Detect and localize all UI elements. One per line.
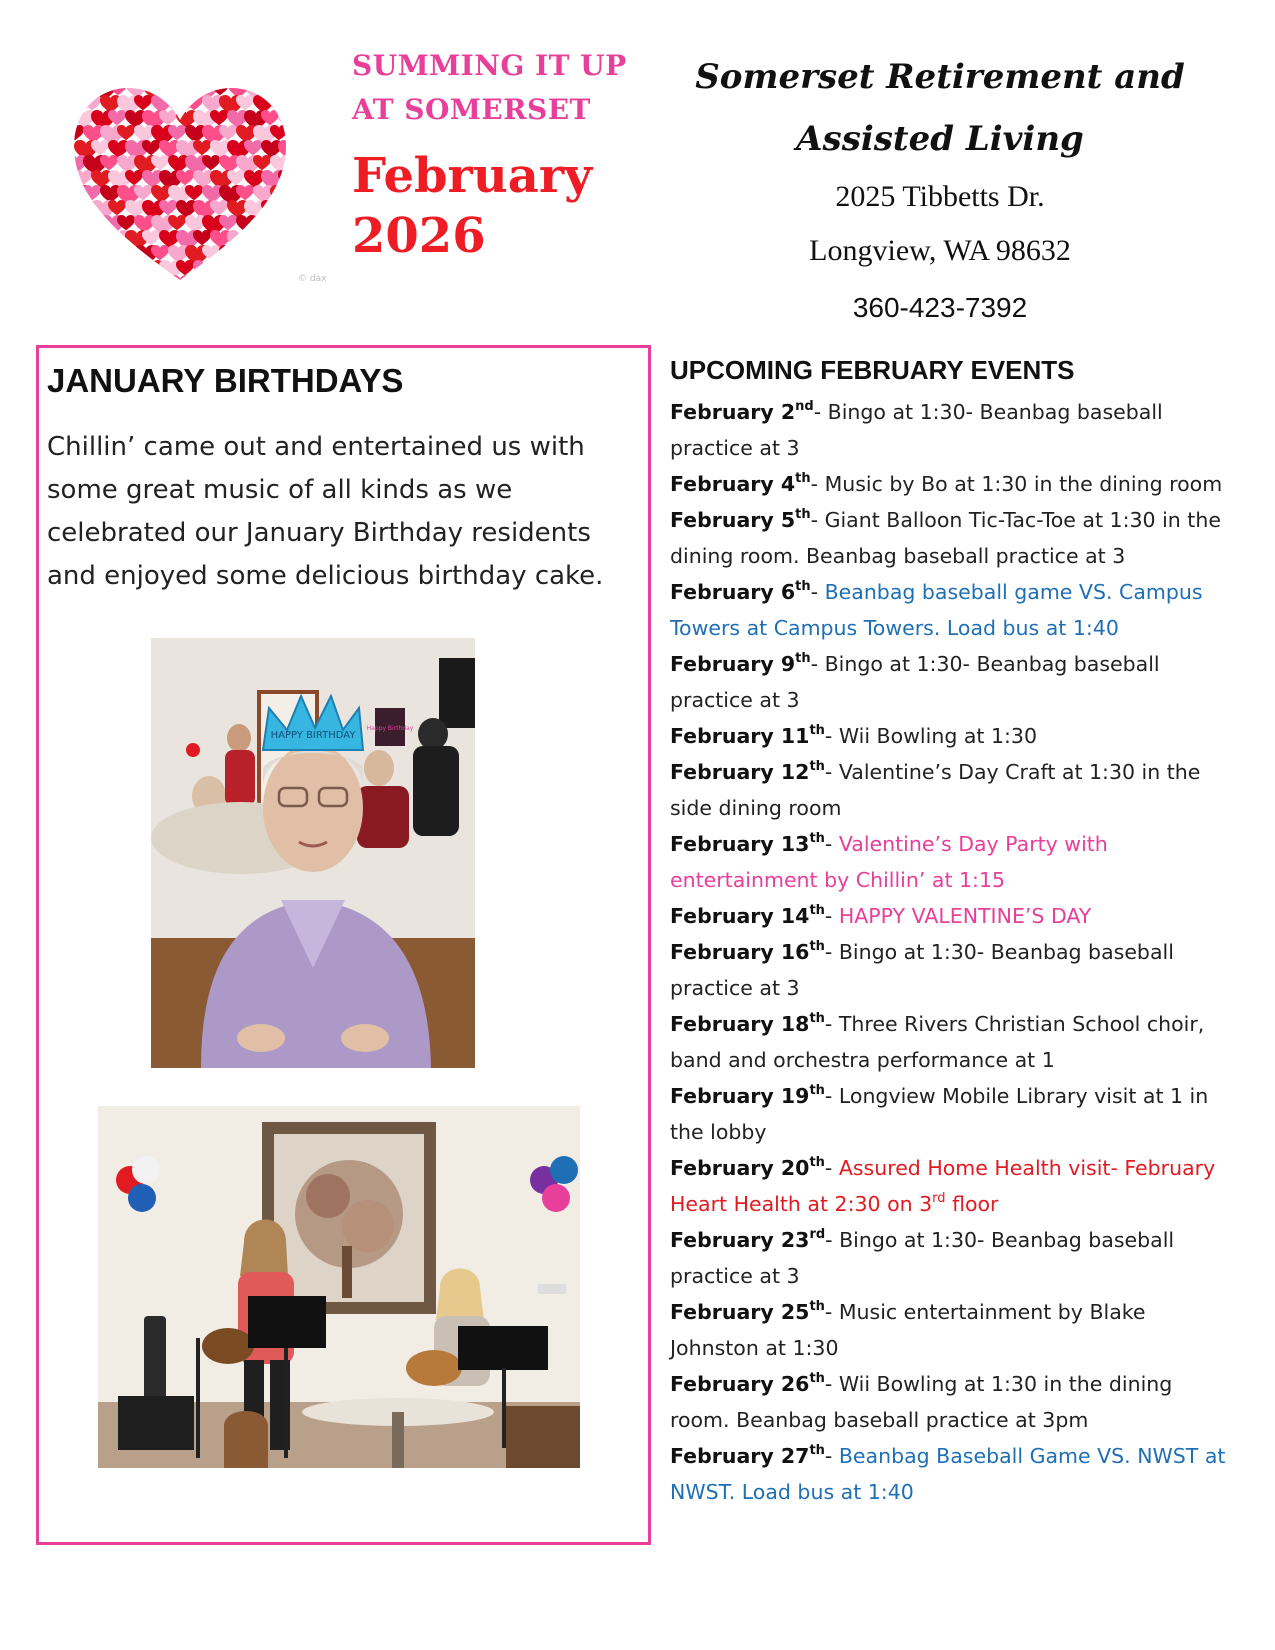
- event-date-day: February 19: [670, 1084, 810, 1108]
- mini-heart-icon: [278, 170, 290, 185]
- event-date: [670, 1228, 825, 1252]
- event-text-tail: floor: [945, 1192, 999, 1216]
- mini-heart-icon: [253, 275, 274, 284]
- event-text: - Wii Bowling at 1:30: [824, 724, 1037, 748]
- mini-heart-icon: [117, 245, 138, 263]
- event-item: [670, 394, 1230, 466]
- event-item: [670, 1366, 1230, 1438]
- event-date-suffix: th: [809, 723, 825, 738]
- event-item: [670, 1294, 1230, 1366]
- mini-heart-icon: [108, 260, 132, 280]
- mini-heart-icon: [262, 84, 280, 95]
- event-date-day: February 9: [670, 652, 796, 676]
- mini-heart-icon: [100, 245, 118, 260]
- mini-heart-icon: [125, 260, 143, 275]
- event-date: [670, 760, 825, 784]
- event-date-suffix: th: [809, 939, 825, 954]
- event-text: - Wii Bowling at 1:30 in the dining room. Beanbag baseball practice at 3pm: [670, 1372, 1173, 1432]
- heart-collage-icon: [70, 84, 290, 284]
- event-date: [670, 1012, 825, 1036]
- issue-month: February: [352, 148, 593, 204]
- mini-heart-icon: [261, 230, 282, 248]
- mini-heart-icon: [168, 275, 192, 284]
- musicians-photo: [98, 1106, 580, 1468]
- event-date-suffix: th: [795, 507, 811, 522]
- event-item: [670, 1078, 1230, 1150]
- event-item: [670, 898, 1230, 934]
- mini-heart-icon: [83, 95, 101, 110]
- org-phone: 360-423-7392: [852, 292, 1028, 323]
- event-date-day: February 27: [670, 1444, 810, 1468]
- mini-heart-icon: [151, 275, 172, 284]
- event-item: [670, 1222, 1230, 1294]
- event-date-suffix: nd: [795, 399, 814, 414]
- event-item: [670, 718, 1230, 754]
- party-sign-text: Happy Birthday: [366, 725, 414, 732]
- event-date: [670, 724, 825, 748]
- mini-heart-icon: [236, 215, 257, 233]
- mini-heart-icon: [270, 245, 290, 263]
- event-text: Valentine’s Day Party with entertainment by Chillin’ at 1:15: [670, 832, 1108, 892]
- event-text-suffix: rd: [932, 1191, 946, 1206]
- event-text: - Music by Bo at 1:30 in the dining room: [810, 472, 1223, 496]
- birthdays-text: Chillin’ came out and entertained us with some great music of all kinds as we celebrated our January Birthday residents and enjoyed some delicious birthday cake.: [47, 432, 604, 591]
- event-separator: -: [824, 1156, 839, 1180]
- event-date-day: February 26: [670, 1372, 810, 1396]
- event-date-day: February 20: [670, 1156, 810, 1180]
- mini-heart-icon: [83, 275, 101, 284]
- event-text: - Bingo at 1:30- Beanbag baseball practice at 3: [670, 652, 1160, 712]
- event-date-suffix: th: [809, 1443, 825, 1458]
- event-description: [825, 724, 1037, 748]
- mini-heart-icon: [70, 275, 90, 284]
- event-text: Beanbag baseball game VS. Campus Towers at Campus Towers. Load bus at 1:40: [670, 580, 1203, 640]
- mini-heart-icon: [74, 170, 92, 185]
- event-date: [670, 1156, 825, 1180]
- issue-year: 2026: [352, 208, 486, 264]
- mini-heart-icon: [287, 275, 290, 284]
- mini-heart-icon: [160, 84, 178, 95]
- event-date-suffix: rd: [809, 1227, 826, 1242]
- event-item: [670, 502, 1230, 574]
- org-city: Longview, WA 98632: [809, 234, 1071, 267]
- event-date-suffix: th: [809, 903, 825, 918]
- event-date: [670, 1084, 825, 1108]
- event-date-day: February 16: [670, 940, 810, 964]
- event-item: [670, 466, 1230, 502]
- event-date: [670, 940, 825, 964]
- event-date: [670, 832, 825, 856]
- event-date-day: February 14: [670, 904, 810, 928]
- event-date-day: February 25: [670, 1300, 810, 1324]
- mini-heart-icon: [287, 185, 290, 200]
- event-date-suffix: th: [809, 1155, 825, 1170]
- event-date-day: February 2: [670, 400, 796, 424]
- mini-heart-icon: [279, 84, 290, 98]
- mini-heart-icon: [210, 260, 234, 280]
- event-date-day: February 6: [670, 580, 796, 604]
- mini-heart-icon: [287, 215, 290, 233]
- event-item: [670, 826, 1230, 898]
- event-date-day: February 5: [670, 508, 796, 532]
- mini-heart-icon: [83, 245, 107, 265]
- event-text: - Bingo at 1:30- Beanbag baseball practice at 3: [670, 940, 1174, 1000]
- event-date: [670, 904, 825, 928]
- event-date: [670, 1372, 825, 1396]
- mini-heart-icon: [278, 230, 290, 250]
- event-text: - Longview Mobile Library visit at 1 in the lobby: [670, 1084, 1209, 1144]
- issue-date: [352, 146, 592, 266]
- mini-heart-icon: [253, 245, 271, 260]
- mini-heart-icon: [227, 260, 245, 275]
- mini-heart-icon: [287, 125, 290, 143]
- event-date: [670, 472, 811, 496]
- event-item: [670, 1150, 1230, 1222]
- mini-heart-icon: [278, 260, 290, 275]
- mini-heart-icon: [270, 215, 288, 230]
- mini-heart-icon: [219, 245, 240, 263]
- mini-heart-icon: [185, 275, 203, 284]
- mini-heart-icon: [261, 260, 285, 280]
- mini-heart-icon: [70, 245, 87, 263]
- event-date: [670, 652, 811, 676]
- art-credit: © dax: [298, 274, 327, 284]
- mini-heart-icon: [70, 215, 84, 230]
- events-section: [670, 352, 1230, 1510]
- event-date-suffix: th: [795, 651, 811, 666]
- event-item: [670, 646, 1230, 718]
- mini-heart-icon: [193, 260, 214, 278]
- mini-heart-icon: [278, 200, 290, 218]
- event-text: Assured Home Health visit- February Heart Health at 2:30 on 3: [670, 1156, 1216, 1216]
- newsletter-kicker: [352, 44, 682, 132]
- event-date-suffix: th: [809, 1371, 825, 1386]
- event-date: [670, 1300, 825, 1324]
- events-title: UPCOMING FEBRUARY EVENTS: [670, 355, 1075, 385]
- event-description: [811, 472, 1223, 496]
- event-separator: -: [810, 580, 825, 604]
- mini-heart-icon: [287, 95, 290, 110]
- event-date-suffix: th: [809, 1299, 825, 1314]
- event-date-day: February 4: [670, 472, 796, 496]
- mini-heart-icon: [134, 275, 152, 284]
- kicker-line-1: SUMMING IT UP: [352, 49, 627, 82]
- birthdays-title: JANUARY BIRTHDAYS: [47, 362, 404, 399]
- mini-heart-icon: [270, 185, 290, 205]
- event-date: [670, 400, 814, 424]
- crown-text: HAPPY BIRTHDAY: [270, 730, 356, 741]
- mini-heart-icon: [108, 230, 129, 248]
- mini-heart-icon: [253, 215, 277, 235]
- event-date: [670, 580, 811, 604]
- event-date-day: February 11: [670, 724, 810, 748]
- mini-heart-icon: [177, 84, 198, 98]
- mini-heart-icon: [100, 275, 121, 284]
- event-description: [839, 904, 1091, 928]
- mini-heart-icon: [219, 275, 243, 284]
- event-text: - Bingo at 1:30- Beanbag baseball practice at 3: [670, 400, 1163, 460]
- event-date-day: February 18: [670, 1012, 810, 1036]
- mini-heart-icon: [287, 245, 290, 265]
- mini-heart-icon: [91, 260, 112, 278]
- event-date-suffix: th: [809, 831, 825, 846]
- event-text: - Three Rivers Christian School choir, band and orchestra performance at 1: [670, 1012, 1205, 1072]
- event-date-day: February 12: [670, 760, 810, 784]
- mini-heart-icon: [74, 200, 95, 218]
- event-date-suffix: th: [809, 1011, 825, 1026]
- event-date-day: February 23: [670, 1228, 810, 1252]
- event-text: HAPPY VALENTINE’S DAY: [838, 904, 1092, 928]
- mini-heart-icon: [70, 84, 76, 95]
- event-text: - Bingo at 1:30- Beanbag baseball practice at 3: [670, 1228, 1175, 1288]
- event-date-day: February 13: [670, 832, 810, 856]
- org-street: 2025 Tibbetts Dr.: [835, 180, 1045, 213]
- mini-heart-icon: [142, 260, 163, 278]
- mini-heart-icon: [70, 125, 84, 140]
- event-date-suffix: th: [809, 1083, 825, 1098]
- mini-heart-icon: [202, 275, 223, 284]
- mini-heart-icon: [83, 215, 104, 233]
- mini-heart-icon: [236, 245, 260, 265]
- event-item: [670, 1006, 1230, 1078]
- mini-heart-icon: [236, 275, 254, 284]
- mini-heart-icon: [74, 230, 98, 250]
- birthday-resident-photo: [151, 638, 475, 1068]
- mini-heart-icon: [117, 275, 141, 284]
- event-text: Beanbag Baseball Game VS. NWST at NWST. Load bus at 1:40: [670, 1444, 1226, 1504]
- mini-heart-icon: [75, 84, 96, 98]
- org-name-line-2: Assisted Living: [796, 119, 1084, 159]
- mini-heart-icon: [287, 155, 290, 175]
- organization-block: [690, 46, 1190, 336]
- mini-heart-icon: [244, 230, 262, 245]
- event-item: [670, 574, 1230, 646]
- event-date-suffix: th: [795, 579, 811, 594]
- event-text: - Giant Balloon Tic-Tac-Toe at 1:30 in the dining room. Beanbag baseball practice at 3: [670, 508, 1221, 568]
- mini-heart-icon: [244, 260, 265, 278]
- mini-heart-icon: [278, 110, 290, 128]
- event-separator: -: [824, 832, 839, 856]
- event-text: - Music entertainment by Blake Johnston at 1:30: [670, 1300, 1146, 1360]
- event-separator: -: [824, 904, 839, 928]
- event-date: [670, 508, 811, 532]
- mini-heart-icon: [83, 185, 101, 200]
- events-list: [670, 394, 1230, 1510]
- event-date: [670, 1444, 825, 1468]
- event-item: [670, 1438, 1230, 1510]
- event-text: - Valentine’s Day Craft at 1:30 in the side dining room: [670, 760, 1201, 820]
- mini-heart-icon: [91, 230, 109, 245]
- event-date-suffix: th: [809, 759, 825, 774]
- org-name-line-1: Somerset Retirement and: [695, 57, 1185, 97]
- mini-heart-icon: [270, 275, 290, 284]
- mini-heart-icon: [74, 260, 92, 275]
- event-separator: -: [824, 1444, 839, 1468]
- mini-heart-icon: [185, 95, 203, 110]
- mini-heart-icon: [261, 200, 279, 215]
- event-item: [670, 934, 1230, 1006]
- mini-heart-icon: [227, 230, 251, 250]
- kicker-line-2: AT SOMERSET: [352, 93, 591, 126]
- event-date-suffix: th: [795, 471, 811, 486]
- event-item: [670, 754, 1230, 826]
